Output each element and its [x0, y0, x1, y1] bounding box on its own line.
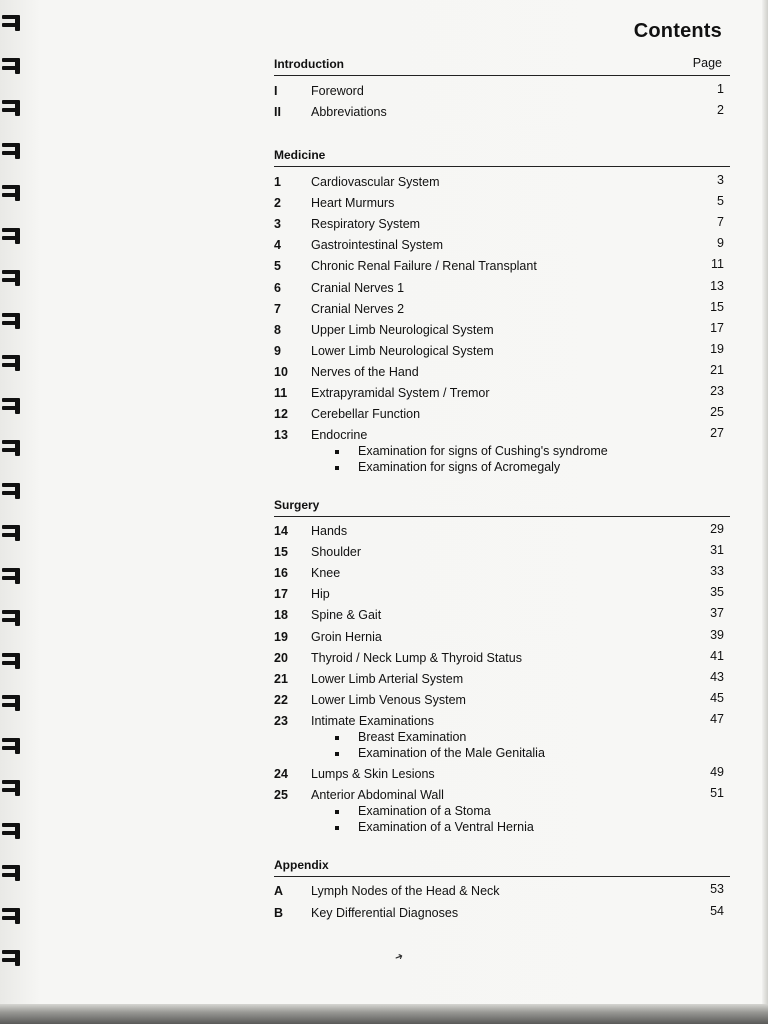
- entry-page: 1: [717, 82, 724, 96]
- entry-label: Thyroid / Neck Lump & Thyroid Status: [311, 650, 522, 665]
- entry-number: II: [274, 105, 281, 119]
- entry-label: Lymph Nodes of the Head & Neck: [311, 884, 500, 898]
- entry-page: 39: [710, 627, 724, 642]
- toc-entry[interactable]: [274, 362, 724, 383]
- binding-coil: [2, 777, 22, 797]
- entry-label: Key Differential Diagnoses: [311, 906, 459, 920]
- page-bottom-shadow: [0, 1004, 768, 1024]
- binding-coil: [2, 607, 22, 627]
- section-title: Appendix: [274, 858, 329, 872]
- toc-entry[interactable]: [274, 690, 724, 711]
- entry-number: 17: [274, 587, 288, 602]
- entry-number: 14: [274, 524, 288, 538]
- entry-label: Nerves of the Hand: [311, 364, 419, 379]
- entry-label: Extrapyramidal System / Tremor: [311, 386, 490, 400]
- entry-page: 51: [710, 786, 724, 801]
- toc-entry[interactable]: [274, 386, 724, 404]
- bullet-icon: [335, 736, 339, 740]
- entry-label: Foreword: [311, 84, 364, 98]
- entry-page: 15: [710, 299, 724, 314]
- entry-label: Intimate Examinations: [311, 713, 434, 728]
- entry-label: Hands: [311, 524, 348, 538]
- entry-number: 7: [274, 301, 281, 316]
- binding-coil: [2, 140, 22, 160]
- entry-number: 10: [274, 364, 288, 379]
- entry-number: 8: [274, 322, 281, 337]
- toc-entry[interactable]: [274, 84, 724, 102]
- entry-page: 3: [717, 173, 724, 187]
- binding-coil: [2, 437, 22, 457]
- section-title: Surgery: [274, 498, 320, 512]
- entry-number: 11: [274, 386, 288, 400]
- binding-coil: [2, 862, 22, 882]
- entry-number: I: [274, 84, 278, 98]
- entry-number: 20: [274, 650, 288, 665]
- binding-coil: [2, 820, 22, 840]
- toc-entry[interactable]: [274, 906, 724, 924]
- binding-coil: [2, 905, 22, 925]
- sub-item-label: Examination for signs of Acromegaly: [358, 460, 561, 474]
- toc-entry[interactable]: [274, 238, 724, 256]
- entry-number: 25: [274, 788, 288, 803]
- section-header-appendix: [274, 858, 730, 877]
- entry-number: 23: [274, 713, 288, 728]
- binding-coil: [2, 692, 22, 712]
- entry-page: 41: [710, 648, 724, 663]
- spiral-binding: [0, 0, 30, 1010]
- entry-label: Abbreviations: [311, 105, 387, 119]
- section-title: Introduction: [274, 57, 344, 71]
- toc-entry[interactable]: [274, 587, 724, 605]
- entry-label: Hip: [311, 587, 330, 602]
- entry-label: Knee: [311, 566, 341, 581]
- entry-label: Cardiovascular System: [311, 175, 440, 189]
- entry-number: 2: [274, 196, 281, 211]
- toc-entry[interactable]: [274, 299, 724, 320]
- toc-entry[interactable]: [274, 788, 724, 806]
- sub-item-label: Examination of a Stoma: [358, 804, 491, 818]
- entry-label: Endocrine: [311, 428, 368, 443]
- entry-label: Groin Hernia: [311, 629, 382, 644]
- binding-coil: [2, 12, 22, 32]
- entry-label: Cranial Nerves 2: [311, 301, 405, 316]
- entry-number: 16: [274, 566, 288, 581]
- binding-coil: [2, 310, 22, 330]
- entry-label: Spine & Gait: [311, 608, 382, 623]
- toc-entry[interactable]: [274, 105, 724, 123]
- entry-number: 19: [274, 629, 288, 644]
- entry-number: 9: [274, 343, 281, 358]
- toc-entry[interactable]: [274, 767, 724, 785]
- entry-label: Lower Limb Arterial System: [311, 671, 464, 686]
- entry-page: 5: [717, 194, 724, 209]
- toc-entry[interactable]: [274, 566, 724, 584]
- entry-label: Lumps & Skin Lesions: [311, 767, 435, 781]
- scan-mark: ➜: [393, 950, 406, 965]
- entry-number: 22: [274, 692, 288, 707]
- toc-entry[interactable]: [274, 407, 724, 425]
- toc-entry[interactable]: [274, 341, 724, 362]
- page-edge: [762, 0, 768, 1004]
- toc-entry[interactable]: [274, 669, 724, 690]
- entry-number: 12: [274, 407, 288, 422]
- binding-coil: [2, 480, 22, 500]
- toc-entry[interactable]: [274, 545, 724, 563]
- entry-page: 9: [717, 236, 724, 251]
- page-column-header: Page: [692, 56, 722, 70]
- sub-item-label: Examination of a Ventral Hernia: [358, 820, 534, 834]
- entry-label: Lower Limb Neurological System: [311, 343, 494, 358]
- entry-page: 37: [710, 606, 724, 621]
- toc-entry[interactable]: [274, 175, 724, 193]
- entry-page: 43: [710, 669, 724, 684]
- bullet-icon: [335, 466, 339, 470]
- toc-entry[interactable]: [274, 524, 724, 542]
- binding-coil: [2, 55, 22, 75]
- binding-coil: [2, 947, 22, 967]
- entry-number: 3: [274, 217, 281, 232]
- entry-page: 33: [710, 564, 724, 579]
- entry-number: 15: [274, 545, 288, 560]
- binding-coil: [2, 565, 22, 585]
- page-title: Contents: [633, 20, 722, 42]
- entry-page: 7: [717, 215, 724, 230]
- entry-label: Anterior Abdominal Wall: [311, 788, 444, 803]
- entry-number: A: [274, 884, 284, 898]
- entry-page: 54: [710, 904, 724, 918]
- toc-entry[interactable]: [274, 608, 724, 626]
- entry-number: 6: [274, 280, 281, 295]
- bullet-icon: [335, 810, 339, 814]
- binding-coil: [2, 182, 22, 202]
- toc-entry[interactable]: [274, 711, 724, 732]
- entry-label: Chronic Renal Failure / Renal Transplant: [311, 259, 537, 274]
- entry-number: 21: [274, 671, 288, 686]
- toc-entry[interactable]: [274, 648, 724, 669]
- entry-page: 29: [710, 522, 724, 536]
- entry-label: Shoulder: [311, 545, 362, 560]
- binding-coil: [2, 650, 22, 670]
- entry-label: Respiratory System: [311, 217, 421, 232]
- entry-page: 35: [710, 585, 724, 600]
- entry-page: 23: [710, 384, 724, 398]
- entry-label: Cranial Nerves 1: [311, 280, 405, 295]
- section-header-surgery: [274, 498, 730, 517]
- binding-coil: [2, 225, 22, 245]
- entry-page: 19: [710, 341, 724, 356]
- entry-page: 27: [710, 426, 724, 441]
- toc-entry[interactable]: [274, 217, 724, 235]
- entry-label: Lower Limb Venous System: [311, 692, 466, 707]
- binding-coil: [2, 395, 22, 415]
- toc-entry[interactable]: [274, 627, 724, 648]
- toc-entry[interactable]: [274, 259, 724, 277]
- entry-page: 45: [710, 690, 724, 705]
- entry-number: 18: [274, 608, 288, 623]
- entry-page: 17: [710, 320, 724, 335]
- section-header-medicine: [274, 148, 730, 167]
- toc-entry[interactable]: [274, 278, 724, 299]
- binding-coil: [2, 97, 22, 117]
- binding-coil: [2, 735, 22, 755]
- binding-coil: [2, 352, 22, 372]
- entry-label: Cerebellar Function: [311, 407, 421, 422]
- binding-coil: [2, 267, 22, 287]
- bullet-icon: [335, 450, 339, 454]
- sub-item-label: Examination of the Male Genitalia: [358, 746, 545, 760]
- bullet-icon: [335, 752, 339, 756]
- bullet-icon: [335, 826, 339, 830]
- entry-label: Heart Murmurs: [311, 196, 395, 211]
- entry-page: 31: [710, 543, 724, 558]
- entry-page: 13: [710, 278, 724, 293]
- entry-page: 49: [710, 765, 724, 779]
- binding-coil: [2, 522, 22, 542]
- sub-item-label: Examination for signs of Cushing's syndrome: [358, 444, 608, 458]
- entry-number: 1: [274, 175, 281, 189]
- section-title: Medicine: [274, 148, 326, 162]
- entry-label: Upper Limb Neurological System: [311, 322, 494, 337]
- entry-number: 4: [274, 238, 281, 253]
- entry-number: 13: [274, 428, 288, 443]
- entry-label: Gastrointestinal System: [311, 238, 443, 253]
- entry-page: 2: [717, 103, 724, 117]
- entry-page: 21: [710, 362, 724, 377]
- entry-page: 47: [710, 711, 724, 726]
- sub-item-label: Breast Examination: [358, 730, 467, 744]
- entry-number: 24: [274, 767, 288, 781]
- entry-number: B: [274, 906, 284, 920]
- toc-entry[interactable]: [274, 884, 724, 902]
- entry-page: 25: [710, 405, 724, 420]
- toc-entry[interactable]: [274, 196, 724, 214]
- entry-number: 5: [274, 259, 281, 274]
- section-header-introduction: [274, 57, 730, 76]
- toc-entry[interactable]: [274, 320, 724, 341]
- entry-page: 53: [710, 882, 724, 896]
- entry-page: 11: [711, 257, 724, 272]
